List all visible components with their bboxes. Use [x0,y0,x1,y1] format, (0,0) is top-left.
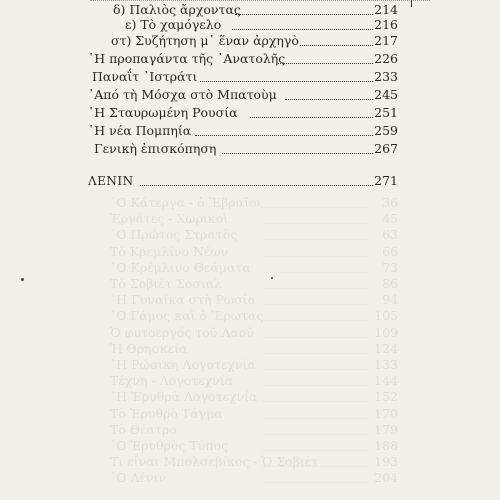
toc-row [0,104,500,122]
bleed-through-title: ῾Ο Γάμος καὶ ὁ Ἔρωτας [110,308,264,324]
toc-entry-title: Παναΐτ ᾽Ιστράτι [92,69,198,84]
toc-entry-page: 214 [374,2,398,17]
bleed-through-dot-leader [262,213,367,224]
bleed-through-title: ῾Ο Πρώτος Στρατὸς [110,227,238,243]
bleed-through-page: 193 [374,454,398,470]
dot-leader [278,53,373,64]
bleed-through-page: 66 [382,243,398,259]
toc-row [0,140,500,158]
toc-entry-page: 226 [374,51,398,66]
bleed-through-page: 204 [374,470,398,486]
bleed-through-page: 133 [374,357,398,372]
toc-entry-title: δ) Παλιὸς ἄρχοντας [113,2,241,17]
bleed-through-title: Ὁ φυτοεργός τοῦ Λαοῦ [110,324,254,340]
toc-entry-title: στ) Συζήτηση μ᾽ ἕναν ἀρχηγὸ [111,33,299,48]
bleed-through-page: 144 [374,373,398,389]
bleed-through-title: Τὸ Κρεμλίνο Νέων [110,243,229,259]
bleed-through-title: Τὸ Σοβιὲτ Σοσιαλ [110,276,223,291]
bleed-through-dot-leader [262,424,367,435]
bleed-through-title: ῾Η Ἐρυθρὰ Λογοτεχνία [110,389,258,405]
toc-section-title: ΛΕΝΙΝ [88,174,134,188]
bleed-through-dot-leader [262,229,367,240]
toc-row [0,68,500,86]
bleed-through-dot-leader [262,472,367,483]
bleed-through-page: 109 [374,324,398,340]
bleed-through-title: Τὸ Θέατρο [110,421,177,437]
bleed-through-page: 86 [382,276,398,291]
toc-entry-title: ῾Η Σταυρωμένη Ρουσία [88,105,238,120]
bleed-through-page: 36 [382,195,398,210]
bleed-through-title: ῾Η Γυναίκα στὴ Ρωσία [110,292,256,308]
bleed-through-page: 188 [374,438,398,453]
toc-entry-page: 217 [374,33,398,48]
ink-speck [271,277,273,279]
toc-entry-title: ᾽Από τὴ Μόσχα στὸ Μπατοὺμ [88,87,277,102]
bleed-through-title: ῾Ο Κάτεργα - ὁ Ἔβραῖοι [110,195,262,210]
toc-entry-page: 259 [374,123,398,138]
bleed-through-dot-leader [262,391,367,402]
bleed-through-dot-leader [262,310,367,321]
bleed-through-title: ῾Ο Ἐρυθρὸς Τύπος [110,438,229,453]
toc-entry-page: 233 [374,69,398,84]
bleed-through-page: 45 [382,211,398,227]
dot-leader [200,71,373,82]
toc-entry-title: ῾Η προπαγάντα τῆς ᾽Ανατολῆς [88,51,286,66]
bleed-through-dot-leader [262,343,367,354]
bleed-through-title: Ἡ Θρησκεία [110,340,188,356]
bleed-through-dot-leader [262,440,367,451]
bleed-through-dot-leader [262,246,367,257]
toc-row [0,32,500,50]
bleed-through-dot-leader [262,456,367,467]
dot-leader [235,4,373,15]
toc-entry-title: ῾Η νέα Πομπηία [88,123,192,138]
toc-entry-title: ε) Τὸ χαμόγελο [125,17,222,32]
bleed-through-dot-leader [262,278,367,289]
ink-speck [21,278,24,281]
bleed-through-dot-leader [262,375,367,386]
toc-section-page: 271 [374,173,398,188]
bleed-through-page: 94 [382,292,398,308]
bleed-through-dot-leader [262,359,367,370]
bleed-through-page: 170 [374,405,398,421]
bleed-through-page: 152 [374,389,398,405]
bleed-through-page: 73 [382,259,398,275]
bleed-through-title: Τέχνη - Λογοτεχνία [110,373,234,389]
bleed-through-title: Τὸ Ἐρυθρὸ Τάγμα [110,405,223,421]
bleed-through-title: ῾Ο Κρέμλινο Θεάματα [110,259,251,275]
toc-section-row [0,172,500,190]
dot-leader [250,107,373,118]
dot-leader [285,89,373,100]
toc-row [0,50,500,68]
toc-entry-page: 267 [374,141,398,156]
bleed-through-dot-leader [262,262,367,273]
bleed-through-title: ῾Η Ρώσικη Λογοτεχνία [110,357,256,372]
dot-leader [232,19,373,30]
bleed-through-page: 124 [374,340,398,356]
bleed-through-page: 105 [374,308,398,324]
bleed-through-title: Ἐργάτες - Χωρικοὶ [110,211,229,227]
dot-leader [222,143,373,154]
bleed-through-page: 179 [374,421,398,437]
bleed-through-page: 63 [382,227,398,243]
toc-row [0,122,500,140]
toc-row [0,86,500,104]
toc-entry-page: 251 [374,105,398,120]
bleed-through-row [0,469,500,487]
bleed-through-dot-leader [262,327,367,338]
toc-entry-page: 216 [374,17,398,32]
dot-leader [195,125,373,136]
bleed-through-title: ῾Ο Λένιν [110,470,167,486]
toc-entry-title: Γενικὴ ἐπισκόπηση [94,141,217,156]
toc-entry-page: 245 [374,87,398,102]
bleed-through-dot-leader [262,197,367,208]
dot-leader [140,175,373,186]
bleed-through-dot-leader [262,408,367,419]
bleed-through-title: Τι εἶναι Μπολσεβίκος - Ὁ Σοβιὲτ [110,454,319,470]
bleed-through-dot-leader [262,294,367,305]
